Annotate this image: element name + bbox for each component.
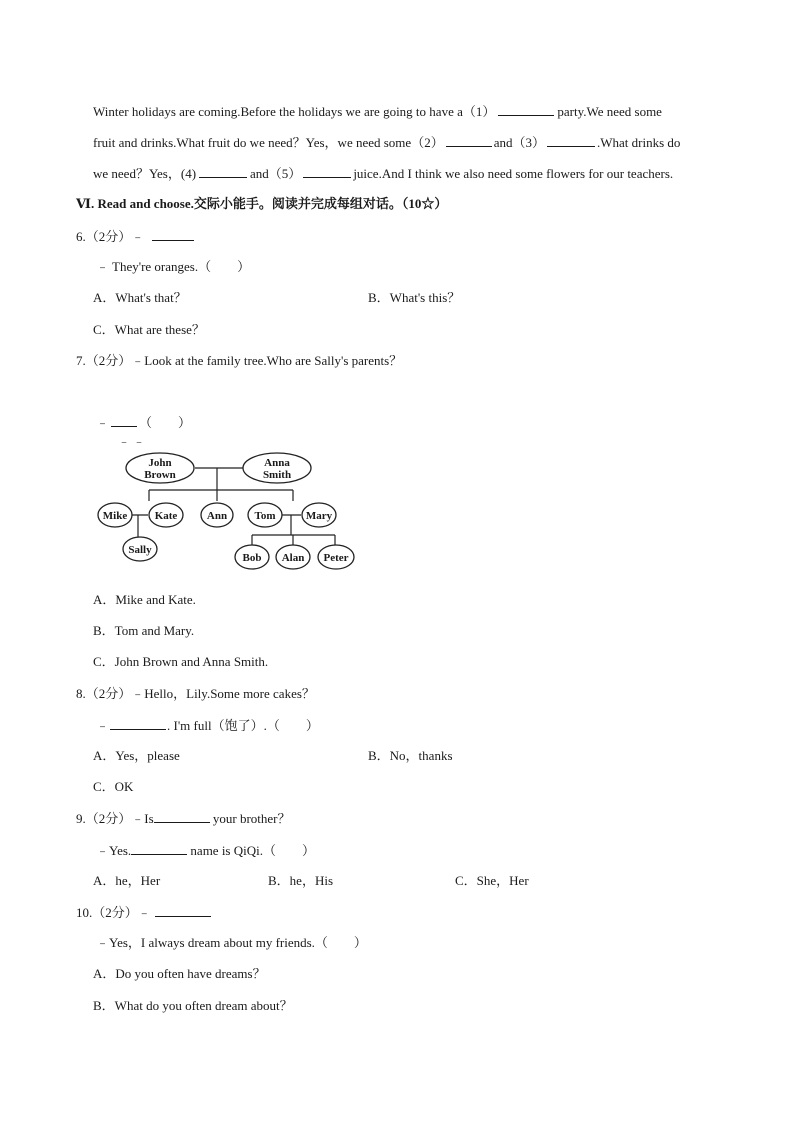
answer-blank[interactable] — [131, 842, 187, 855]
question-8-option-a[interactable]: A．Yes，please — [93, 748, 180, 763]
question-7-option-c[interactable]: C．John Brown and Anna Smith. — [93, 654, 269, 669]
tree-label-john: John — [148, 457, 172, 469]
question-text: 10.（2分）﹣ — [76, 905, 151, 920]
question-7-dashes: ﹣ ﹣ — [118, 434, 146, 448]
passage-text: and（3） — [493, 135, 545, 150]
passage-line-2 — [93, 134, 721, 151]
question-text: （ ） — [139, 415, 192, 430]
tree-label-sally: Sally — [128, 544, 152, 556]
answer-blank[interactable] — [110, 717, 166, 730]
passage-text: .What drinks do — [596, 135, 681, 150]
question-text: ﹣Yes. — [96, 843, 132, 858]
question-text: name is QiQi.（ ） — [187, 843, 315, 858]
tree-label-smith: Smith — [262, 469, 292, 481]
tree-label-tom: Tom — [254, 510, 276, 522]
question-6-option-b[interactable]: B．What's this？ — [368, 290, 461, 305]
question-7-stem: 7.（2分）﹣Look at the family tree.Who are Sally's parents？ — [76, 353, 403, 368]
answer-blank-4[interactable] — [199, 165, 247, 178]
question-8-option-c[interactable]: C．OK — [93, 779, 134, 794]
tree-label-mike: Mike — [102, 510, 128, 522]
passage-line-1 — [93, 103, 721, 120]
question-8-stem: 8.（2分）﹣Hello，Lily.Some more cakes？ — [76, 686, 315, 701]
question-text: your brother？ — [209, 811, 291, 826]
question-7-reply — [96, 414, 191, 431]
question-10-reply: ﹣Yes，I always dream about my friends.（ ） — [96, 935, 367, 950]
answer-blank[interactable] — [155, 904, 211, 917]
tree-label-anna: Anna — [264, 457, 290, 469]
question-6-stem — [76, 228, 194, 245]
answer-blank-1[interactable] — [498, 103, 554, 116]
question-8-option-b[interactable]: B．No，thanks — [368, 748, 453, 763]
question-text: 6.（2分）﹣ — [76, 229, 145, 244]
question-10-option-a[interactable]: A．Do you often have dreams？ — [93, 966, 266, 981]
passage-text: fruit and drinks.What fruit do we need？Yes，we need some（2） — [93, 135, 444, 150]
question-text: 9.（2分）﹣Is — [76, 811, 154, 826]
tree-label-kate: Kate — [154, 510, 178, 522]
tree-label-brown: Brown — [144, 469, 176, 481]
answer-blank[interactable] — [111, 414, 137, 427]
question-10-option-b[interactable]: B．What do you often dream about？ — [93, 998, 293, 1013]
answer-blank[interactable] — [154, 810, 210, 823]
tree-label-bob: Bob — [242, 552, 262, 564]
question-text: ﹣ — [96, 718, 110, 733]
question-9-stem — [76, 810, 291, 827]
tree-label-mary: Mary — [305, 510, 333, 522]
question-9-reply — [96, 842, 315, 859]
question-8-reply — [96, 717, 319, 734]
tree-label-peter: Peter — [323, 552, 349, 564]
answer-blank-2[interactable] — [446, 134, 492, 147]
passage-text: we need？Yes，(4) — [93, 166, 197, 181]
question-7-option-b[interactable]: B．Tom and Mary. — [93, 623, 195, 638]
question-6-option-c[interactable]: C．What are these？ — [93, 322, 205, 337]
passage-text: and（5） — [250, 166, 302, 181]
question-9-option-c[interactable]: C．She，Her — [455, 873, 529, 888]
answer-blank-5[interactable] — [303, 165, 351, 178]
passage-text: party.We need some — [557, 104, 662, 119]
question-9-option-a[interactable]: A．he，Her — [93, 873, 161, 888]
question-6-option-a[interactable]: A．What's that？ — [93, 290, 187, 305]
passage-text: Winter holidays are coming.Before the holidays we are going to have a（1） — [93, 104, 496, 119]
question-9-option-b[interactable]: B．he，His — [268, 873, 334, 888]
question-text: . I'm full（饱了）.（ ） — [167, 718, 319, 733]
answer-blank[interactable] — [152, 228, 194, 241]
question-text: ﹣ — [96, 415, 110, 430]
question-7-option-a[interactable]: A．Mike and Kate. — [93, 592, 196, 607]
section-title: Ⅵ. Read and choose.交际小能手。阅读并完成每组对话。（10☆） — [76, 196, 448, 211]
passage-line-3 — [93, 165, 721, 182]
question-6-reply: ﹣ They're oranges.（ ） — [96, 259, 251, 274]
family-tree-diagram — [93, 445, 363, 575]
tree-label-ann: Ann — [206, 510, 228, 522]
tree-label-alan: Alan — [281, 552, 305, 564]
question-10-stem — [76, 904, 211, 921]
answer-blank-3[interactable] — [547, 134, 595, 147]
passage-text: juice.And I think we also need some flowers for our teachers. — [353, 166, 674, 181]
